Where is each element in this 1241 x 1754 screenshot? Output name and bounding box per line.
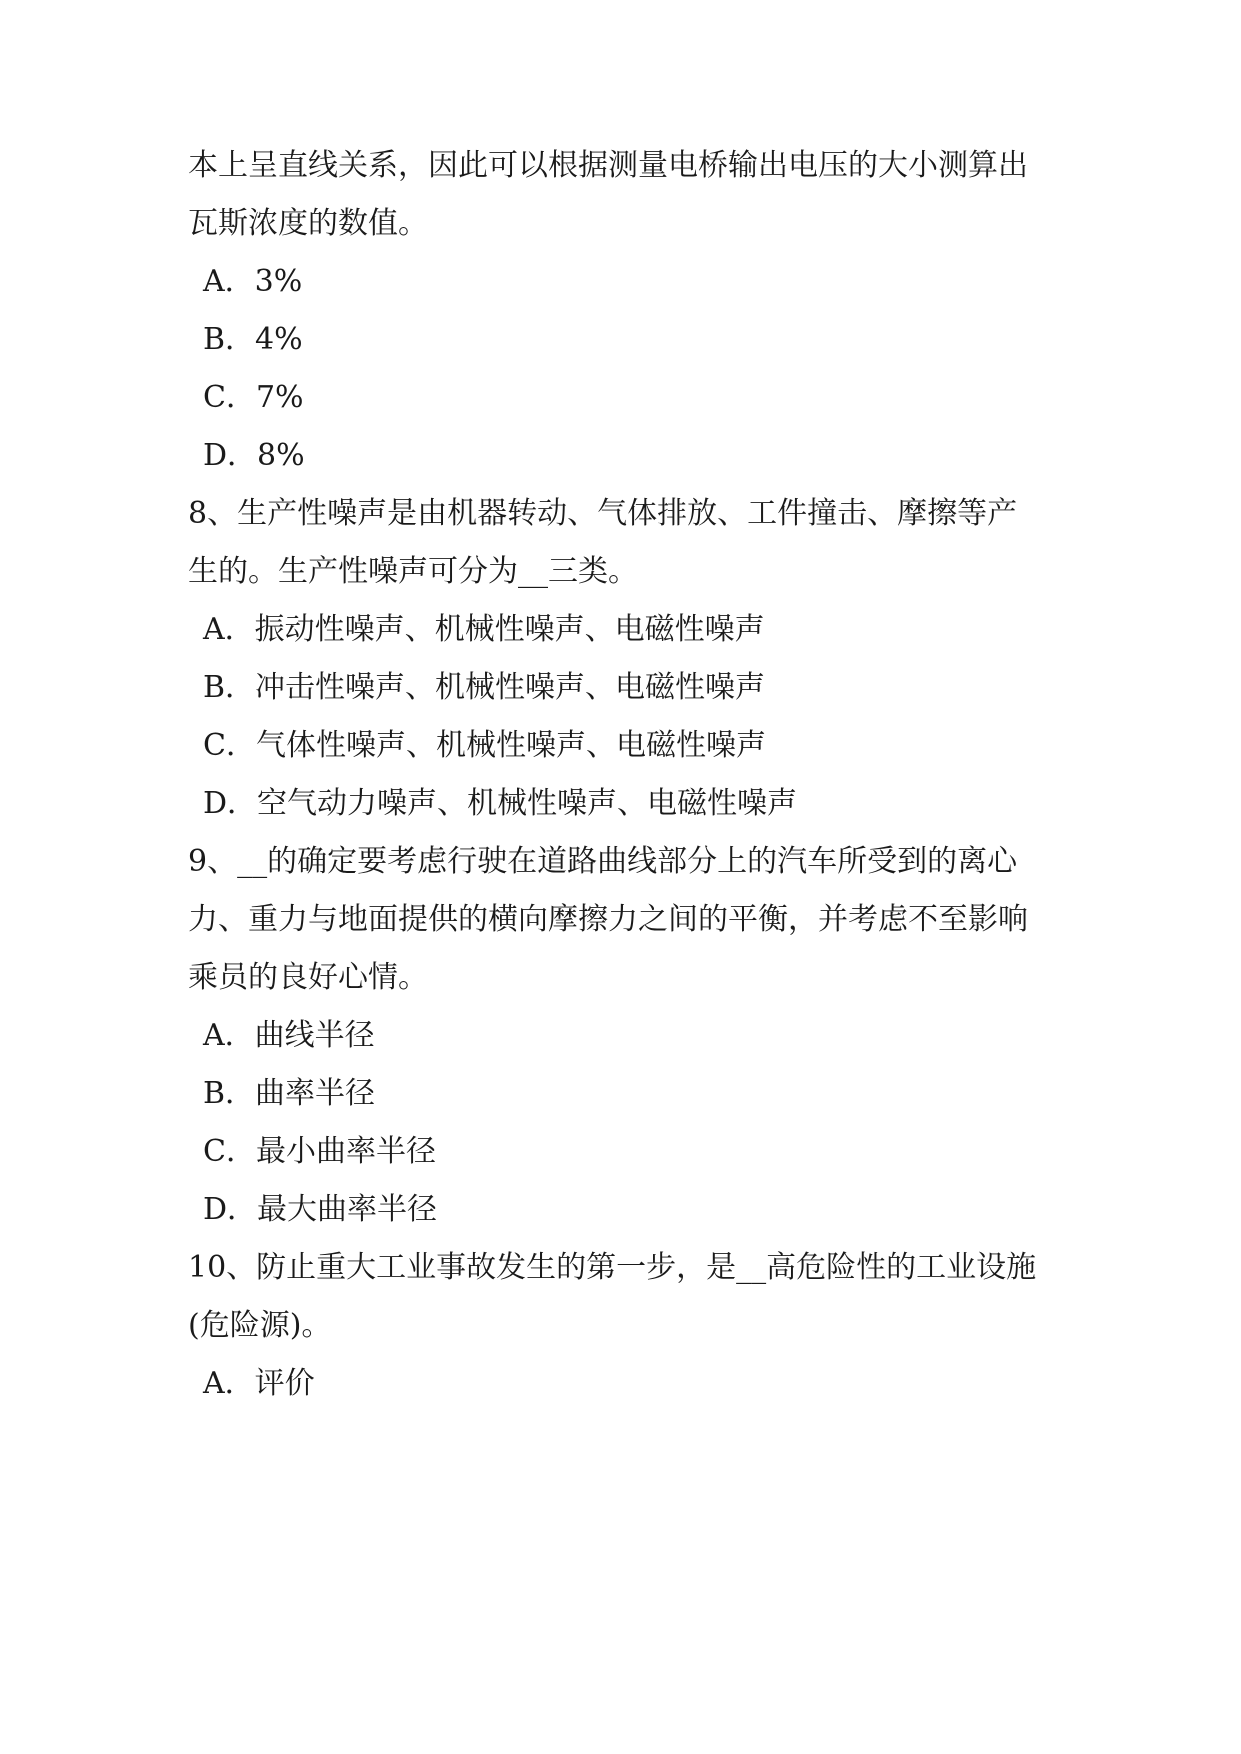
q7-text-line-2: 瓦斯浓度的数值。 [188, 206, 428, 241]
q9-text-line-3: 乘员的良好心情。 [188, 960, 428, 995]
q10-text-line-2: (危险源)。 [188, 1308, 332, 1343]
q9-text-line-2: 力、重力与地面提供的横向摩擦力之间的平衡，并考虑不至影响 [188, 902, 1028, 937]
q9-option-c: C．最小曲率半径 [203, 1134, 436, 1169]
q9-option-b: B．曲率半径 [203, 1076, 376, 1111]
q8-text-line-1: 8、生产性噪声是由机器转动、气体排放、工件撞击、摩擦等产 [188, 496, 1018, 531]
q10-option-a: A．评价 [203, 1366, 315, 1401]
q7-option-d: D．8% [203, 438, 305, 473]
q9-option-a: A．曲线半径 [203, 1018, 375, 1053]
q7-option-c: C．7% [203, 380, 304, 415]
q9-option-d: D．最大曲率半径 [203, 1192, 438, 1227]
q8-option-b: B．冲击性噪声、机械性噪声、电磁性噪声 [203, 670, 766, 705]
q9-text-line-1: 9、__的确定要考虑行驶在道路曲线部分上的汽车所受到的离心 [188, 844, 1018, 879]
q8-option-a: A．振动性噪声、机械性噪声、电磁性噪声 [203, 612, 765, 647]
q10-text-line-1: 10、防止重大工业事故发生的第一步，是__高危险性的工业设施 [188, 1250, 1037, 1285]
q8-option-c: C．气体性噪声、机械性噪声、电磁性噪声 [203, 728, 766, 763]
q7-text-line-1: 本上呈直线关系，因此可以根据测量电桥输出电压的大小测算出 [188, 148, 1028, 183]
q8-option-d: D．空气动力噪声、机械性噪声、电磁性噪声 [203, 786, 798, 821]
q7-option-a: A．3% [203, 264, 303, 299]
q7-option-b: B．4% [203, 322, 303, 357]
q8-text-line-2: 生的。生产性噪声可分为__三类。 [188, 554, 638, 589]
